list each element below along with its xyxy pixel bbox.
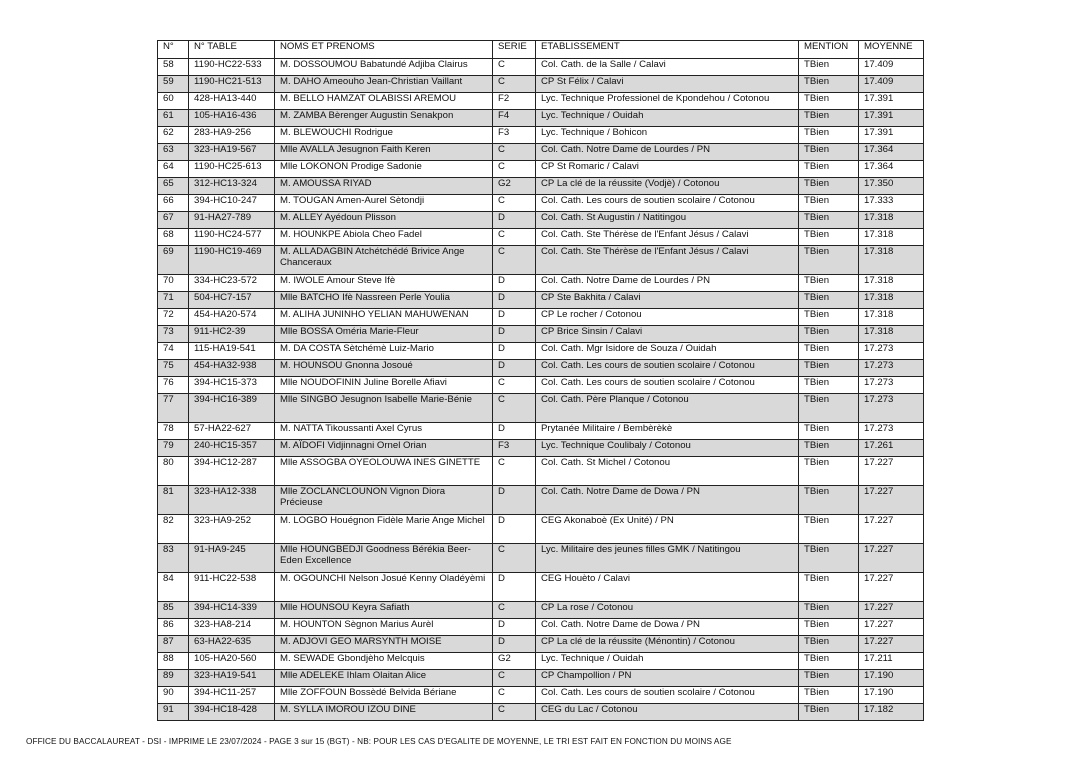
cell-number: 79 — [158, 440, 189, 457]
cell-table-number: 394-HC18-428 — [189, 704, 275, 721]
cell-name: M. LOGBO Houégnon Fidèle Marie Ange Michel — [275, 515, 493, 544]
cell-number: 69 — [158, 246, 189, 275]
cell-school: Lyc. Technique Coulibaly / Cotonou — [536, 440, 799, 457]
cell-number: 70 — [158, 275, 189, 292]
cell-number: 59 — [158, 76, 189, 93]
cell-school: Col. Cath. de la Salle / Calavi — [536, 59, 799, 76]
cell-average: 17.333 — [859, 195, 924, 212]
cell-mention: TBien — [799, 292, 859, 309]
header-table-number: N° TABLE — [189, 41, 275, 59]
cell-average: 17.318 — [859, 292, 924, 309]
cell-name: M. AÏDOFI Vidjinnagni Ornel Orian — [275, 440, 493, 457]
cell-average: 17.318 — [859, 326, 924, 343]
cell-average: 17.227 — [859, 573, 924, 602]
cell-name: M. DA COSTA Sètchémè Luiz-Mario — [275, 343, 493, 360]
cell-school: Lyc. Technique / Ouidah — [536, 653, 799, 670]
cell-average: 17.391 — [859, 93, 924, 110]
cell-number: 60 — [158, 93, 189, 110]
table-row — [158, 212, 924, 229]
table-row — [158, 178, 924, 195]
cell-average: 17.318 — [859, 309, 924, 326]
cell-mention: TBien — [799, 394, 859, 423]
cell-name: Mlle SINGBO Jesugnon Isabelle Marie-Bénie — [275, 394, 493, 423]
cell-school: CP St Romaric / Calavi — [536, 161, 799, 178]
cell-number: 65 — [158, 178, 189, 195]
cell-school: CP Ste Bakhita / Calavi — [536, 292, 799, 309]
cell-school: Lyc. Technique / Ouidah — [536, 110, 799, 127]
cell-number: 81 — [158, 486, 189, 515]
cell-average: 17.273 — [859, 394, 924, 423]
cell-series: D — [493, 573, 536, 602]
cell-mention: TBien — [799, 423, 859, 440]
cell-series: D — [493, 515, 536, 544]
cell-series: C — [493, 687, 536, 704]
cell-school: Col. Cath. Les cours de soutien scolaire / Cotonou — [536, 377, 799, 394]
cell-average: 17.318 — [859, 246, 924, 275]
cell-table-number: 454-HA32-938 — [189, 360, 275, 377]
cell-number: 80 — [158, 457, 189, 486]
cell-name: M. BELLO HAMZAT OLABISSI AREMOU — [275, 93, 493, 110]
table-row — [158, 687, 924, 704]
table-row — [158, 229, 924, 246]
cell-series: D — [493, 360, 536, 377]
cell-mention: TBien — [799, 602, 859, 619]
cell-school: Col. Cath. St Augustin / Natitingou — [536, 212, 799, 229]
cell-average: 17.391 — [859, 127, 924, 144]
cell-mention: TBien — [799, 178, 859, 195]
table-row — [158, 93, 924, 110]
cell-school: Col. Cath. Notre Dame de Dowa / PN — [536, 486, 799, 515]
cell-table-number: 323-HA12-338 — [189, 486, 275, 515]
cell-series: F3 — [493, 440, 536, 457]
cell-mention: TBien — [799, 360, 859, 377]
cell-name: M. HOUNKPE Abiola Cheo Fadel — [275, 229, 493, 246]
table-row — [158, 326, 924, 343]
cell-name: Mlle BOSSA Oméria Marie-Fleur — [275, 326, 493, 343]
cell-number: 74 — [158, 343, 189, 360]
table-row — [158, 144, 924, 161]
cell-average: 17.211 — [859, 653, 924, 670]
cell-mention: TBien — [799, 704, 859, 721]
cell-table-number: 394-HC16-389 — [189, 394, 275, 423]
cell-average: 17.227 — [859, 602, 924, 619]
cell-average: 17.318 — [859, 229, 924, 246]
table-row — [158, 602, 924, 619]
cell-name: M. ALIHA JUNINHO YELIAN MAHUWENAN — [275, 309, 493, 326]
table-row — [158, 423, 924, 440]
table-row — [158, 515, 924, 544]
cell-mention: TBien — [799, 161, 859, 178]
cell-mention: TBien — [799, 544, 859, 573]
cell-table-number: 1190-HC22-533 — [189, 59, 275, 76]
cell-school: Col. Cath. Père Planque / Cotonou — [536, 394, 799, 423]
cell-mention: TBien — [799, 573, 859, 602]
cell-name: M. AMOUSSA RIYAD — [275, 178, 493, 195]
cell-mention: TBien — [799, 127, 859, 144]
cell-table-number: 283-HA9-256 — [189, 127, 275, 144]
table-row — [158, 457, 924, 486]
cell-table-number: 115-HA19-541 — [189, 343, 275, 360]
cell-school: Col. Cath. Notre Dame de Lourdes / PN — [536, 144, 799, 161]
cell-mention: TBien — [799, 246, 859, 275]
cell-number: 72 — [158, 309, 189, 326]
cell-series: F2 — [493, 93, 536, 110]
cell-series: D — [493, 636, 536, 653]
cell-series: D — [493, 486, 536, 515]
cell-series: C — [493, 704, 536, 721]
cell-series: C — [493, 195, 536, 212]
cell-mention: TBien — [799, 59, 859, 76]
table-row — [158, 292, 924, 309]
cell-name: Mlle ZOCLANCLOUNON Vignon Diora Précieuse — [275, 486, 493, 515]
cell-average: 17.350 — [859, 178, 924, 195]
cell-mention: TBien — [799, 195, 859, 212]
cell-name: M. ALLADAGBIN Atchétchédé Brivice Ange Chanceraux — [275, 246, 493, 275]
cell-school: Col. Cath. Notre Dame de Dowa / PN — [536, 619, 799, 636]
cell-table-number: 1190-HC19-469 — [189, 246, 275, 275]
cell-average: 17.409 — [859, 76, 924, 93]
cell-mention: TBien — [799, 653, 859, 670]
header-school: ETABLISSEMENT — [536, 41, 799, 59]
cell-school: Col. Cath. Les cours de soutien scolaire / Cotonou — [536, 360, 799, 377]
cell-table-number: 1190-HC25-613 — [189, 161, 275, 178]
header-average: MOYENNE — [859, 41, 924, 59]
table-row — [158, 377, 924, 394]
cell-average: 17.364 — [859, 144, 924, 161]
header-number: N° — [158, 41, 189, 59]
results-table — [157, 40, 924, 721]
cell-name: M. DAHO Ameouho Jean-Christian Vaillant — [275, 76, 493, 93]
cell-number: 82 — [158, 515, 189, 544]
cell-mention: TBien — [799, 110, 859, 127]
cell-name: Mlle AVALLA Jesugnon Faith Keren — [275, 144, 493, 161]
cell-average: 17.273 — [859, 343, 924, 360]
table-row — [158, 309, 924, 326]
table-row — [158, 246, 924, 275]
cell-school: Prytanée Militaire / Bembèrèkè — [536, 423, 799, 440]
cell-name: Mlle NOUDOFININ Juline Borelle Afiavi — [275, 377, 493, 394]
cell-number: 86 — [158, 619, 189, 636]
cell-series: D — [493, 212, 536, 229]
cell-average: 17.318 — [859, 212, 924, 229]
cell-number: 84 — [158, 573, 189, 602]
cell-number: 73 — [158, 326, 189, 343]
cell-series: D — [493, 619, 536, 636]
table-row — [158, 343, 924, 360]
page-footer: OFFICE DU BACCALAUREAT - DSI - IMPRIME LE 23/07/2024 - PAGE 3 sur 15 (BGT) - NB: POUR LES CAS D'EGALITE DE MOYENNE, LE TRI EST FAIT EN FONCTION DU MOINS AGE — [26, 737, 732, 746]
cell-name: Mlle BATCHO Ifè Nassreen Perle Youlia — [275, 292, 493, 309]
cell-mention: TBien — [799, 326, 859, 343]
cell-name: Mlle HOUNSOU Keyra Safiath — [275, 602, 493, 619]
cell-series: C — [493, 457, 536, 486]
cell-table-number: 105-HA20-560 — [189, 653, 275, 670]
cell-average: 17.227 — [859, 619, 924, 636]
cell-school: Lyc. Militaire des jeunes filles GMK / Natitingou — [536, 544, 799, 573]
cell-school: Col. Cath. Ste Thérèse de l'Enfant Jésus / Calavi — [536, 246, 799, 275]
cell-mention: TBien — [799, 93, 859, 110]
cell-number: 88 — [158, 653, 189, 670]
table-row — [158, 636, 924, 653]
table-row — [158, 161, 924, 178]
cell-table-number: 105-HA16-436 — [189, 110, 275, 127]
cell-average: 17.227 — [859, 457, 924, 486]
cell-table-number: 323-HA19-567 — [189, 144, 275, 161]
cell-school: Lyc. Technique / Bohicon — [536, 127, 799, 144]
cell-school: CP Brice Sinsin / Calavi — [536, 326, 799, 343]
cell-name: M. HOUNTON Sègnon Marius Aurèl — [275, 619, 493, 636]
cell-number: 87 — [158, 636, 189, 653]
cell-series: D — [493, 343, 536, 360]
cell-mention: TBien — [799, 440, 859, 457]
cell-mention: TBien — [799, 619, 859, 636]
cell-series: G2 — [493, 178, 536, 195]
cell-average: 17.364 — [859, 161, 924, 178]
cell-table-number: 312-HC13-324 — [189, 178, 275, 195]
cell-series: C — [493, 394, 536, 423]
cell-series: G2 — [493, 653, 536, 670]
cell-name: M. ALLEY Ayédoun Plisson — [275, 212, 493, 229]
cell-series: D — [493, 292, 536, 309]
cell-table-number: 323-HA9-252 — [189, 515, 275, 544]
cell-school: CP La rose / Cotonou — [536, 602, 799, 619]
table-row — [158, 544, 924, 573]
cell-series: D — [493, 309, 536, 326]
table-header-row — [158, 41, 924, 59]
cell-mention: TBien — [799, 377, 859, 394]
table-row — [158, 76, 924, 93]
cell-series: D — [493, 423, 536, 440]
cell-name: M. IWOLE Amour Steve Ifè — [275, 275, 493, 292]
cell-number: 83 — [158, 544, 189, 573]
cell-average: 17.227 — [859, 486, 924, 515]
cell-average: 17.273 — [859, 423, 924, 440]
cell-mention: TBien — [799, 144, 859, 161]
cell-school: CP Champollion / PN — [536, 670, 799, 687]
cell-mention: TBien — [799, 457, 859, 486]
cell-number: 63 — [158, 144, 189, 161]
cell-series: D — [493, 326, 536, 343]
cell-series: C — [493, 670, 536, 687]
cell-average: 17.318 — [859, 275, 924, 292]
cell-series: C — [493, 544, 536, 573]
cell-number: 68 — [158, 229, 189, 246]
cell-table-number: 63-HA22-635 — [189, 636, 275, 653]
cell-table-number: 394-HC15-373 — [189, 377, 275, 394]
table-row — [158, 394, 924, 423]
cell-average: 17.391 — [859, 110, 924, 127]
cell-name: M. ZAMBA Bèrenger Augustin Senakpon — [275, 110, 493, 127]
cell-mention: TBien — [799, 212, 859, 229]
cell-series: F3 — [493, 127, 536, 144]
cell-series: F4 — [493, 110, 536, 127]
cell-number: 77 — [158, 394, 189, 423]
cell-school: CEG Akonaboè (Ex Unité) / PN — [536, 515, 799, 544]
cell-table-number: 428-HA13-440 — [189, 93, 275, 110]
cell-table-number: 323-HA19-541 — [189, 670, 275, 687]
cell-table-number: 334-HC23-572 — [189, 275, 275, 292]
cell-mention: TBien — [799, 687, 859, 704]
table-row — [158, 195, 924, 212]
cell-table-number: 323-HA8-214 — [189, 619, 275, 636]
cell-table-number: 454-HA20-574 — [189, 309, 275, 326]
table-row — [158, 486, 924, 515]
cell-number: 66 — [158, 195, 189, 212]
table-row — [158, 110, 924, 127]
cell-series: C — [493, 144, 536, 161]
cell-mention: TBien — [799, 636, 859, 653]
table-row — [158, 440, 924, 457]
cell-number: 90 — [158, 687, 189, 704]
cell-number: 71 — [158, 292, 189, 309]
cell-average: 17.227 — [859, 636, 924, 653]
cell-number: 67 — [158, 212, 189, 229]
cell-table-number: 1190-HC21-513 — [189, 76, 275, 93]
cell-name: M. ADJOVI GEO MARSYNTH MOISE — [275, 636, 493, 653]
cell-average: 17.409 — [859, 59, 924, 76]
cell-mention: TBien — [799, 229, 859, 246]
cell-name: M. BLEWOUCHI Rodrigue — [275, 127, 493, 144]
cell-school: CEG du Lac / Cotonou — [536, 704, 799, 721]
cell-table-number: 394-HC10-247 — [189, 195, 275, 212]
cell-school: CP St Félix / Calavi — [536, 76, 799, 93]
cell-table-number: 91-HA27-789 — [189, 212, 275, 229]
cell-school: Col. Cath. Les cours de soutien scolaire / Cotonou — [536, 195, 799, 212]
cell-mention: TBien — [799, 343, 859, 360]
cell-table-number: 504-HC7-157 — [189, 292, 275, 309]
cell-mention: TBien — [799, 309, 859, 326]
cell-name: M. SEWADE Gbondjèho Melcquis — [275, 653, 493, 670]
cell-name: Mlle ZOFFOUN Bossèdé Belvida Bériane — [275, 687, 493, 704]
cell-name: M. NATTA Tikoussanti Axel Cyrus — [275, 423, 493, 440]
cell-number: 78 — [158, 423, 189, 440]
header-names: NOMS ET PRENOMS — [275, 41, 493, 59]
cell-school: CEG Houèto / Calavi — [536, 573, 799, 602]
cell-mention: TBien — [799, 486, 859, 515]
cell-school: Lyc. Technique Professionel de Kpondehou / Cotonou — [536, 93, 799, 110]
cell-school: CP La clé de la réussite (Ménontin) / Cotonou — [536, 636, 799, 653]
cell-average: 17.273 — [859, 360, 924, 377]
cell-table-number: 394-HC12-287 — [189, 457, 275, 486]
cell-name: M. OGOUNCHI Nelson Josué Kenny Oladéyèmi — [275, 573, 493, 602]
cell-table-number: 57-HA22-627 — [189, 423, 275, 440]
cell-number: 91 — [158, 704, 189, 721]
cell-number: 64 — [158, 161, 189, 178]
cell-mention: TBien — [799, 76, 859, 93]
cell-number: 61 — [158, 110, 189, 127]
cell-name: M. HOUNSOU Gnonna Josoué — [275, 360, 493, 377]
cell-school: Col. Cath. Ste Thérèse de l'Enfant Jésus / Calavi — [536, 229, 799, 246]
cell-mention: TBien — [799, 515, 859, 544]
cell-name: M. DOSSOUMOU Babatundé Adjiba Clairus — [275, 59, 493, 76]
cell-mention: TBien — [799, 670, 859, 687]
cell-average: 17.273 — [859, 377, 924, 394]
cell-series: C — [493, 602, 536, 619]
cell-school: Col. Cath. Les cours de soutien scolaire / Cotonou — [536, 687, 799, 704]
table-row — [158, 360, 924, 377]
cell-school: Col. Cath. Mgr Isidore de Souza / Ouidah — [536, 343, 799, 360]
table-row — [158, 573, 924, 602]
cell-series: C — [493, 377, 536, 394]
cell-number: 76 — [158, 377, 189, 394]
cell-table-number: 91-HA9-245 — [189, 544, 275, 573]
cell-table-number: 394-HC11-257 — [189, 687, 275, 704]
table-row — [158, 619, 924, 636]
cell-series: D — [493, 275, 536, 292]
header-series: SERIE — [493, 41, 536, 59]
table-row — [158, 704, 924, 721]
cell-table-number: 1190-HC24-577 — [189, 229, 275, 246]
cell-series: C — [493, 76, 536, 93]
cell-school: Col. Cath. St Michel / Cotonou — [536, 457, 799, 486]
cell-average: 17.227 — [859, 544, 924, 573]
table-row — [158, 59, 924, 76]
cell-table-number: 394-HC14-339 — [189, 602, 275, 619]
table-row — [158, 670, 924, 687]
cell-number: 85 — [158, 602, 189, 619]
cell-number: 75 — [158, 360, 189, 377]
cell-series: C — [493, 161, 536, 178]
cell-table-number: 240-HC15-357 — [189, 440, 275, 457]
cell-mention: TBien — [799, 275, 859, 292]
cell-name: M. SYLLA IMOROU IZOU DINE — [275, 704, 493, 721]
cell-school: CP Le rocher / Cotonou — [536, 309, 799, 326]
cell-series: C — [493, 59, 536, 76]
cell-name: Mlle ASSOGBA OYEOLOUWA INES GINETTE — [275, 457, 493, 486]
cell-average: 17.190 — [859, 687, 924, 704]
header-mention: MENTION — [799, 41, 859, 59]
cell-name: Mlle LOKONON Prodige Sadonie — [275, 161, 493, 178]
cell-name: Mlle ADELEKE Ihlam Olaitan Alice — [275, 670, 493, 687]
cell-average: 17.190 — [859, 670, 924, 687]
cell-average: 17.261 — [859, 440, 924, 457]
cell-school: Col. Cath. Notre Dame de Lourdes / PN — [536, 275, 799, 292]
cell-series: C — [493, 246, 536, 275]
cell-table-number: 911-HC2-39 — [189, 326, 275, 343]
cell-number: 62 — [158, 127, 189, 144]
table-row — [158, 127, 924, 144]
cell-school: CP La clé de la réussite (Vodjè) / Cotonou — [536, 178, 799, 195]
cell-name: Mlle HOUNGBEDJI Goodness Bérékia Beer-Eden Excellence — [275, 544, 493, 573]
cell-average: 17.227 — [859, 515, 924, 544]
cell-number: 58 — [158, 59, 189, 76]
cell-number: 89 — [158, 670, 189, 687]
table-body — [158, 59, 924, 721]
cell-table-number: 911-HC22-538 — [189, 573, 275, 602]
table-row — [158, 275, 924, 292]
cell-series: C — [493, 229, 536, 246]
cell-average: 17.182 — [859, 704, 924, 721]
table-row — [158, 653, 924, 670]
cell-name: M. TOUGAN Amen-Aurel Sètondji — [275, 195, 493, 212]
